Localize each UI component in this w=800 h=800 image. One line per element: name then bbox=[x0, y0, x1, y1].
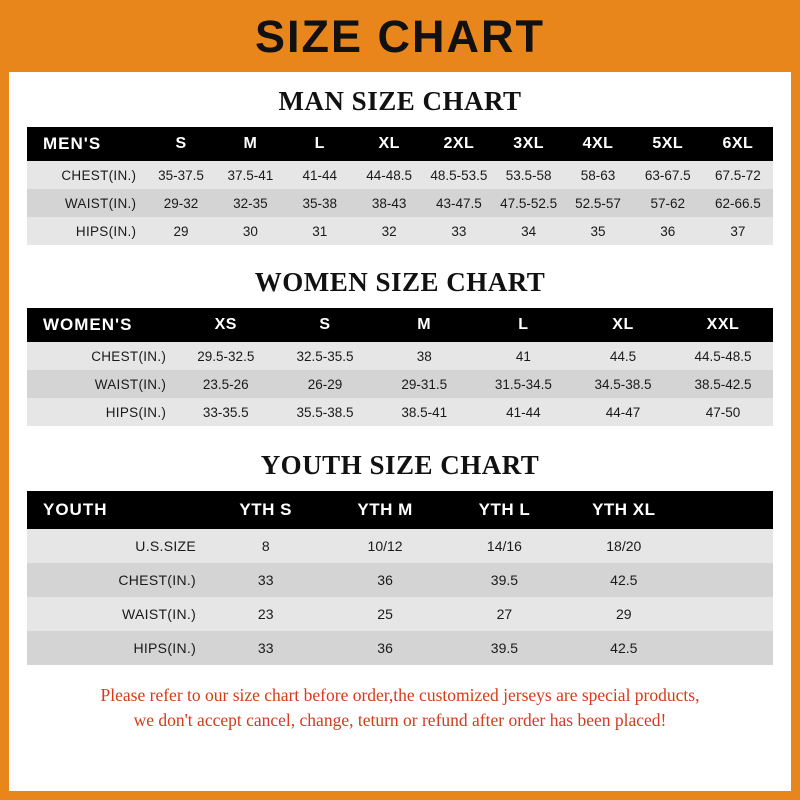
man-header-cell: 3XL bbox=[513, 135, 545, 152]
table-header-row bbox=[27, 127, 773, 161]
table-cell: 41-44 bbox=[506, 404, 541, 420]
women-header-cell: XL bbox=[612, 316, 634, 333]
table-cell: 33 bbox=[451, 223, 467, 239]
table-cell: 32 bbox=[381, 223, 397, 239]
table-cell: 36 bbox=[377, 640, 393, 656]
women-header-cell: XS bbox=[214, 316, 237, 333]
man-size-table bbox=[27, 127, 773, 245]
man-header-cell: XL bbox=[378, 135, 400, 152]
table-cell-spacer bbox=[683, 563, 773, 597]
table-cell: 44-48.5 bbox=[366, 167, 413, 183]
table-row bbox=[27, 563, 773, 597]
table-cell: 67.5-72 bbox=[715, 167, 761, 183]
table-cell: 32.5-35.5 bbox=[296, 348, 354, 364]
table-cell: 37 bbox=[730, 223, 746, 239]
table-cell: 41 bbox=[515, 348, 531, 364]
table-row bbox=[27, 342, 773, 370]
table-cell: 39.5 bbox=[490, 640, 519, 656]
row-label: HIPS(IN.) bbox=[75, 223, 137, 239]
table-row bbox=[27, 161, 773, 189]
row-label: U.S.SIZE bbox=[135, 538, 197, 554]
footer-note bbox=[27, 683, 773, 734]
table-cell: 44.5 bbox=[609, 348, 637, 364]
women-header-cell: WOMEN'S bbox=[43, 315, 133, 334]
youth-size-table bbox=[27, 491, 773, 665]
youth-header-cell: YOUTH bbox=[43, 500, 108, 519]
women-section-title: WOMEN SIZE CHART bbox=[254, 267, 546, 297]
table-row bbox=[27, 217, 773, 245]
table-cell: 43-47.5 bbox=[436, 195, 482, 211]
table-cell: 42.5 bbox=[610, 572, 638, 588]
women-header-cell: L bbox=[518, 316, 529, 333]
table-cell: 32-35 bbox=[233, 195, 268, 211]
table-cell: 38 bbox=[416, 348, 432, 364]
man-header-cell: 5XL bbox=[652, 135, 684, 152]
table-cell: 38.5-41 bbox=[401, 404, 448, 420]
table-cell: 57-62 bbox=[650, 195, 686, 211]
table-row bbox=[27, 189, 773, 217]
women-header-cell: XXL bbox=[706, 316, 740, 333]
table-row bbox=[27, 597, 773, 631]
table-cell: 29 bbox=[173, 223, 189, 239]
table-cell: 23.5-26 bbox=[202, 376, 249, 392]
table-cell: 34 bbox=[521, 223, 537, 239]
table-cell: 44-47 bbox=[605, 404, 641, 420]
table-header-row bbox=[27, 308, 773, 342]
row-label: CHEST(IN.) bbox=[61, 167, 137, 183]
row-label: WAIST(IN.) bbox=[94, 376, 167, 392]
table-cell: 31 bbox=[312, 223, 328, 239]
table-cell: 29-32 bbox=[163, 195, 199, 211]
table-cell: 58-63 bbox=[580, 167, 616, 183]
table-cell: 33-35.5 bbox=[202, 404, 249, 420]
youth-header-cell: YTH XL bbox=[592, 500, 656, 519]
table-cell: 33 bbox=[257, 572, 274, 588]
youth-header-cell: YTH L bbox=[478, 500, 531, 519]
table-cell: 33 bbox=[257, 640, 274, 656]
man-header-cell: MEN'S bbox=[43, 134, 102, 153]
row-label: WAIST(IN.) bbox=[122, 606, 197, 622]
table-cell: 53.5-58 bbox=[505, 167, 552, 183]
table-cell: 41-44 bbox=[302, 167, 338, 183]
row-label: CHEST(IN.) bbox=[118, 572, 197, 588]
man-header-cell: 6XL bbox=[722, 135, 754, 152]
table-cell: 23 bbox=[257, 606, 274, 622]
table-cell: 63-67.5 bbox=[644, 167, 691, 183]
man-header-cell: M bbox=[243, 135, 258, 152]
table-cell: 36 bbox=[660, 223, 676, 239]
man-section-title: MAN SIZE CHART bbox=[278, 86, 522, 116]
table-cell: 29 bbox=[616, 606, 632, 622]
table-cell: 26-29 bbox=[307, 376, 343, 392]
row-label: CHEST(IN.) bbox=[91, 348, 167, 364]
youth-section-title: YOUTH SIZE CHART bbox=[260, 450, 540, 480]
table-cell: 52.5-57 bbox=[575, 195, 621, 211]
table-cell: 38-43 bbox=[371, 195, 407, 211]
table-cell: 35-38 bbox=[302, 195, 338, 211]
man-header-cell: 4XL bbox=[582, 135, 614, 152]
youth-header-cell: YTH M bbox=[357, 500, 413, 519]
table-header-row bbox=[27, 491, 773, 529]
table-cell: 39.5 bbox=[490, 572, 519, 588]
table-cell: 27 bbox=[496, 606, 513, 622]
man-header-cell: 2XL bbox=[443, 135, 475, 152]
table-cell: 35 bbox=[590, 223, 606, 239]
table-row bbox=[27, 529, 773, 563]
table-cell: 29.5-32.5 bbox=[197, 348, 255, 364]
content-area bbox=[9, 86, 791, 734]
page-title: SIZE CHART bbox=[255, 10, 545, 62]
table-cell: 36 bbox=[377, 572, 393, 588]
women-size-table bbox=[27, 308, 773, 426]
table-cell: 34.5-38.5 bbox=[594, 376, 652, 392]
table-cell: 25 bbox=[377, 606, 393, 622]
footer-note-line-1: Please refer to our size chart before order,the customized jerseys are special products, bbox=[100, 685, 700, 705]
row-label: HIPS(IN.) bbox=[105, 404, 167, 420]
women-header-cell: S bbox=[319, 316, 331, 333]
table-row bbox=[27, 631, 773, 665]
man-header-cell: L bbox=[314, 135, 325, 152]
table-cell: 37.5-41 bbox=[227, 167, 274, 183]
table-cell: 44.5-48.5 bbox=[694, 348, 752, 364]
table-cell: 62-66.5 bbox=[715, 195, 761, 211]
table-cell: 35.5-38.5 bbox=[296, 404, 354, 420]
youth-header-spacer bbox=[683, 491, 773, 529]
table-cell-spacer bbox=[683, 631, 773, 665]
table-cell: 48.5-53.5 bbox=[430, 167, 488, 183]
header-banner bbox=[0, 0, 800, 72]
table-cell: 38.5-42.5 bbox=[694, 376, 752, 392]
youth-header-cell: YTH S bbox=[239, 500, 292, 519]
table-cell-spacer bbox=[683, 529, 773, 563]
table-cell: 35-37.5 bbox=[158, 167, 204, 183]
table-cell: 30 bbox=[242, 223, 258, 239]
row-label: HIPS(IN.) bbox=[133, 640, 197, 656]
table-cell: 29-31.5 bbox=[401, 376, 448, 392]
table-cell: 31.5-34.5 bbox=[494, 376, 552, 392]
man-header-cell: S bbox=[175, 135, 187, 152]
table-cell: 47.5-52.5 bbox=[500, 195, 558, 211]
table-cell: 14/16 bbox=[486, 538, 522, 554]
table-cell: 47-50 bbox=[705, 404, 741, 420]
table-cell: 10/12 bbox=[367, 538, 403, 554]
row-label: WAIST(IN.) bbox=[64, 195, 137, 211]
table-cell: 42.5 bbox=[610, 640, 638, 656]
women-header-cell: M bbox=[417, 316, 432, 333]
table-cell: 18/20 bbox=[606, 538, 642, 554]
table-row bbox=[27, 370, 773, 398]
table-cell-spacer bbox=[683, 597, 773, 631]
table-cell: 8 bbox=[261, 538, 270, 554]
footer-note-line-2: we don't accept cancel, change, teturn or refund after order has been placed! bbox=[133, 710, 667, 731]
table-row bbox=[27, 398, 773, 426]
